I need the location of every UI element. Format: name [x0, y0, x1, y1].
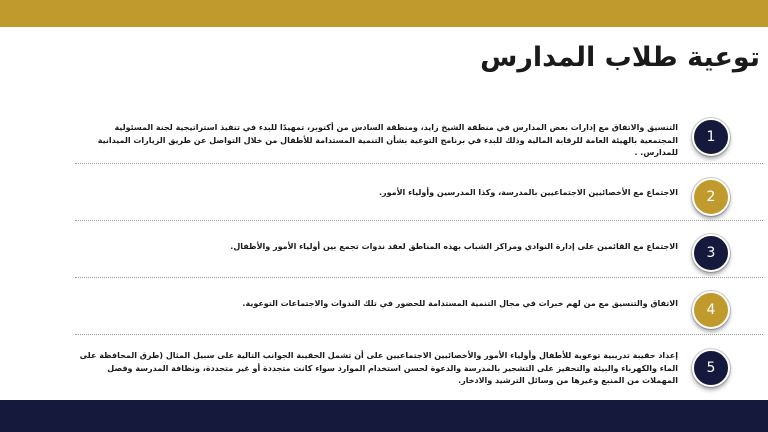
item-text: الاجتماع مع الأخصائيين الاجتماعيين بالمدرسة، وكذا المدرسين وأولياء الأمور.: [378, 188, 678, 197]
number-badge: 4: [692, 291, 730, 329]
divider: [75, 334, 763, 335]
bottom-navy-bar: [0, 400, 768, 432]
item-text: إعداد حقيبة تدريبية توعوية للأطفال وأولياء الأمور والأخصائيين الاجتماعيين على أن تشمل الحقيبة الجوانب التالية على سبيل المثال (طرق المحافظة على الماء والكهرباء والبيئة والتحفيز على التشجير بالمدرسة والدعوة لحسن استخدام الموارد سواء كانت متجددة أو غير متجددة، ونظافة المدرسة وفصل المهملات من المنبع وغيرها من وسائل الترشيد والادخار.: [79, 351, 678, 385]
number-badge: 3: [692, 234, 730, 272]
item-text: التنسيق والاتفاق مع إدارات بعض المدارس في منطقة الشيخ زايد، ومنطقة السادس من أكتوبر، تمهيدًا للبدء في تنفيذ استراتيجية لجنة المسئولية المجتمعية بالهيئة العامة للرقابة المالية وذلك للبدء في برنامج التوعية بشأن التنمية المستدامة للأطفال من خلال التواصل عن طريق الزيارات الميدانية للمدارس. .: [97, 123, 678, 157]
number-badge: 5: [692, 349, 730, 387]
divider: [75, 163, 763, 164]
number-badge: 2: [692, 178, 730, 216]
item-text: الاتفاق والتنسيق مع من لهم خبرات في مجال التنمية المستدامة للحضور في تلك الندوات والاجتماعات التوعوية.: [242, 299, 678, 308]
divider: [75, 220, 763, 221]
slide-title: توعية طلاب المدارس: [480, 42, 760, 73]
item-text: الاجتماع مع القائمين على إدارة النوادي ومراكز الشباب بهذه المناطق لعقد ندوات تجمع بين أولياء الأمور والأطفال.: [230, 242, 678, 251]
divider: [75, 277, 763, 278]
number-badge: 1: [692, 118, 730, 156]
